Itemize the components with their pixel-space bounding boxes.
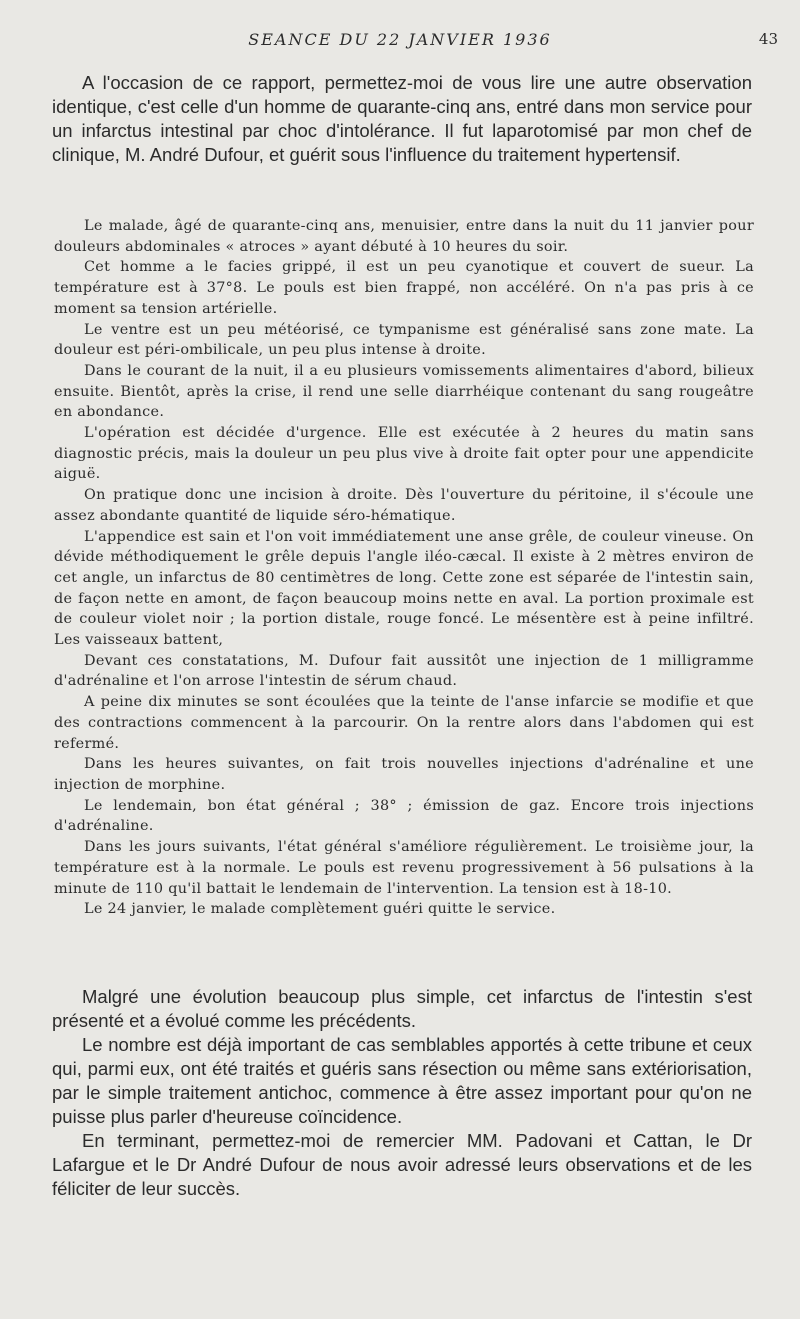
observation-paragraph: A peine dix minutes se sont écoulées que la teinte de l'anse infarcie se modifie et que des contractions commencent à la parcourir. On la rentre alors dans l'abdomen qui est refermé. (54, 694, 754, 752)
observation-paragraph: Le malade, âgé de quarante-cinq ans, menuisier, entre dans la nuit du 11 janvier pour douleurs abdominales « atroces » ayant débuté à 10 heures du soir. (54, 218, 754, 255)
observation-paragraph: Dans les jours suivants, l'état général s'améliore régulièrement. Le troisième jour, la température est à la normale. Le pouls est revenu progressivement à 56 pulsations à la minute de 110 qu'il battait le lendemain de l'intervention. La tension est à 18-10. (54, 839, 754, 897)
observation-paragraph: Le lendemain, bon état général ; 38° ; émission de gaz. Encore trois injections d'adrénaline. (54, 797, 754, 835)
conclusion-paragraph: Malgré une évolution beaucoup plus simple, cet infarctus de l'intestin s'est présenté et a évolué comme les précédents. (52, 986, 752, 1031)
conclusion-paragraph: En terminant, permettez-moi de remercier MM. Padovani et Cattan, le Dr Lafargue et le Dr André Dufour de nous avoir adressé leurs observations et de les féliciter de leur succès. (52, 1130, 752, 1199)
page-number: 43 (758, 30, 778, 48)
conclusion-section (52, 985, 752, 1201)
observation-paragraph: Le ventre est un peu météorisé, ce tympanisme est généralisé sans zone mate. La douleur est péri-ombilicale, un peu plus intense à droite. (54, 321, 754, 359)
observation-paragraph: Le 24 janvier, le malade complètement guéri quitte le service. (84, 901, 556, 918)
observation-paragraph: Cet homme a le facies grippé, il est un peu cyanotique et couvert de sueur. La température est à 37°8. Le pouls est bien frappé, non accéléré. On n'a pas pris à ce moment sa tension artérielle. (54, 259, 754, 317)
observation-section (54, 216, 754, 920)
intro-section (52, 71, 752, 167)
observation-paragraph: Dans le courant de la nuit, il a eu plusieurs vomissements alimentaires d'abord, bilieux ensuite. Bientôt, après la crise, il rend une selle diarrhéique contenant du sang rougeâtre en abondance. (54, 362, 754, 421)
running-title: SEANCE DU 22 JANVIER 1936 (248, 30, 552, 49)
observation-paragraph: Devant ces constatations, M. Dufour fait aussitôt une injection de 1 milligramme d'adrénaline et l'on arrose l'intestin de sérum chaud. (54, 652, 754, 690)
intro-paragraph: A l'occasion de ce rapport, permettez-moi de vous lire une autre observation identique, c'est celle d'un homme de quarante-cinq ans, entré dans mon service pour un infarctus intestinal par choc d'intolérance. Il fut laparotomisé par mon chef de clinique, M. André Dufour, et guérit sous l'influence du traitement hypertensif. (52, 72, 752, 165)
observation-paragraph: L'appendice est sain et l'on voit immédiatement une anse grêle, de couleur vineuse. On dévide méthodiquement le grêle depuis l'angle iléo-cæcal. Il existe à 2 mètres environ de cet angle, un infarctus de 80 centimètres de long. Cette zone est séparée de l'intestin sain, de façon nette en amont, de façon beaucoup moins nette en aval. La portion proximale est de couleur violet noir ; la portion distale, rouge foncé. Le mésentère est à peine infiltré. Les vaisseaux battent, (54, 528, 754, 649)
observation-paragraph: Dans les heures suivantes, on fait trois nouvelles injections d'adrénaline et une injection de morphine. (54, 756, 754, 793)
observation-paragraph: On pratique donc une incision à droite. Dès l'ouverture du péritoine, il s'écoule une assez abondante quantité de liquide séro-hématique. (54, 487, 754, 524)
page-header (0, 30, 800, 56)
observation-paragraph: L'opération est décidée d'urgence. Elle est exécutée à 2 heures du matin sans diagnostic précis, mais la douleur un peu plus vive à droite fait opter pour une appendicite aiguë. (54, 425, 754, 483)
conclusion-paragraph: Le nombre est déjà important de cas semblables apportés à cette tribune et ceux qui, parmi eux, ont été traités et guéris sans résection ou même sans extériorisation, par le simple traitement antichoc, commence à être assez important pour qu'on ne puisse plus parler d'heureuse coïncidence. (52, 1034, 752, 1127)
